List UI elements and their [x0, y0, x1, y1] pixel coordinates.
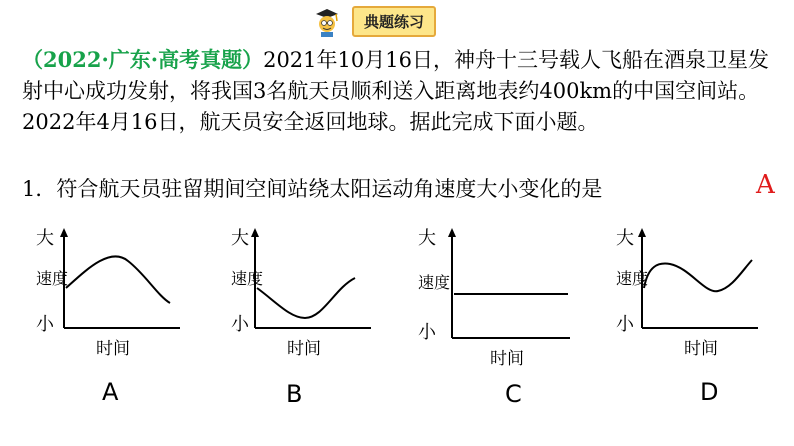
x-axis-label: 时间	[490, 349, 524, 369]
graph-d[interactable]	[610, 226, 770, 366]
answer-mark: A	[756, 170, 775, 200]
x-axis-label: 时间	[287, 339, 321, 359]
exercise-badge: 典题练习	[352, 6, 436, 37]
passage-text: 2021年10月16日，神舟十三号载人飞船在酒泉卫星发射中心成功发射，将我国3名航天员顺利送入距离地表约400km的中国空间站。2022年4月16日，航天员安全返回地球。据此完成下面小题。	[22, 48, 769, 134]
graph-c[interactable]	[412, 226, 582, 376]
option-c-label[interactable]: C	[505, 380, 522, 408]
y-axis-arrow	[448, 228, 456, 237]
y-mid-label: 速度	[36, 269, 69, 288]
y-top-label: 大	[231, 228, 249, 249]
option-a-label[interactable]: A	[102, 378, 119, 406]
option-d-label[interactable]: D	[700, 378, 719, 406]
y-top-label: 大	[418, 228, 436, 249]
curve-a	[66, 256, 170, 303]
graph-a[interactable]	[30, 226, 190, 366]
student-mascot-icon	[312, 7, 342, 37]
question-1: 1．符合航天员驻留期间空间站绕太阳运动角速度大小变化的是	[22, 177, 603, 201]
y-mid-label: 速度	[616, 269, 649, 288]
y-axis-arrow	[251, 228, 259, 237]
x-axis-label: 时间	[684, 339, 718, 359]
y-axis-arrow	[60, 228, 68, 237]
y-mid-label: 速度	[418, 273, 451, 292]
title-header	[312, 6, 436, 37]
curve-b	[257, 278, 355, 318]
question-source: （2022·广东·高考真题）	[22, 47, 264, 72]
y-top-label: 大	[36, 228, 54, 249]
curve-d	[644, 260, 752, 291]
y-axis-arrow	[638, 228, 646, 237]
y-mid-label: 速度	[231, 269, 264, 288]
y-bottom-label: 小	[616, 314, 634, 335]
option-b-label[interactable]: B	[286, 380, 303, 408]
x-axis-label: 时间	[96, 339, 130, 359]
y-bottom-label: 小	[418, 322, 436, 343]
y-top-label: 大	[616, 228, 634, 249]
graph-b[interactable]	[225, 226, 385, 366]
y-bottom-label: 小	[36, 314, 54, 335]
y-bottom-label: 小	[231, 314, 249, 335]
question-passage	[22, 44, 782, 138]
